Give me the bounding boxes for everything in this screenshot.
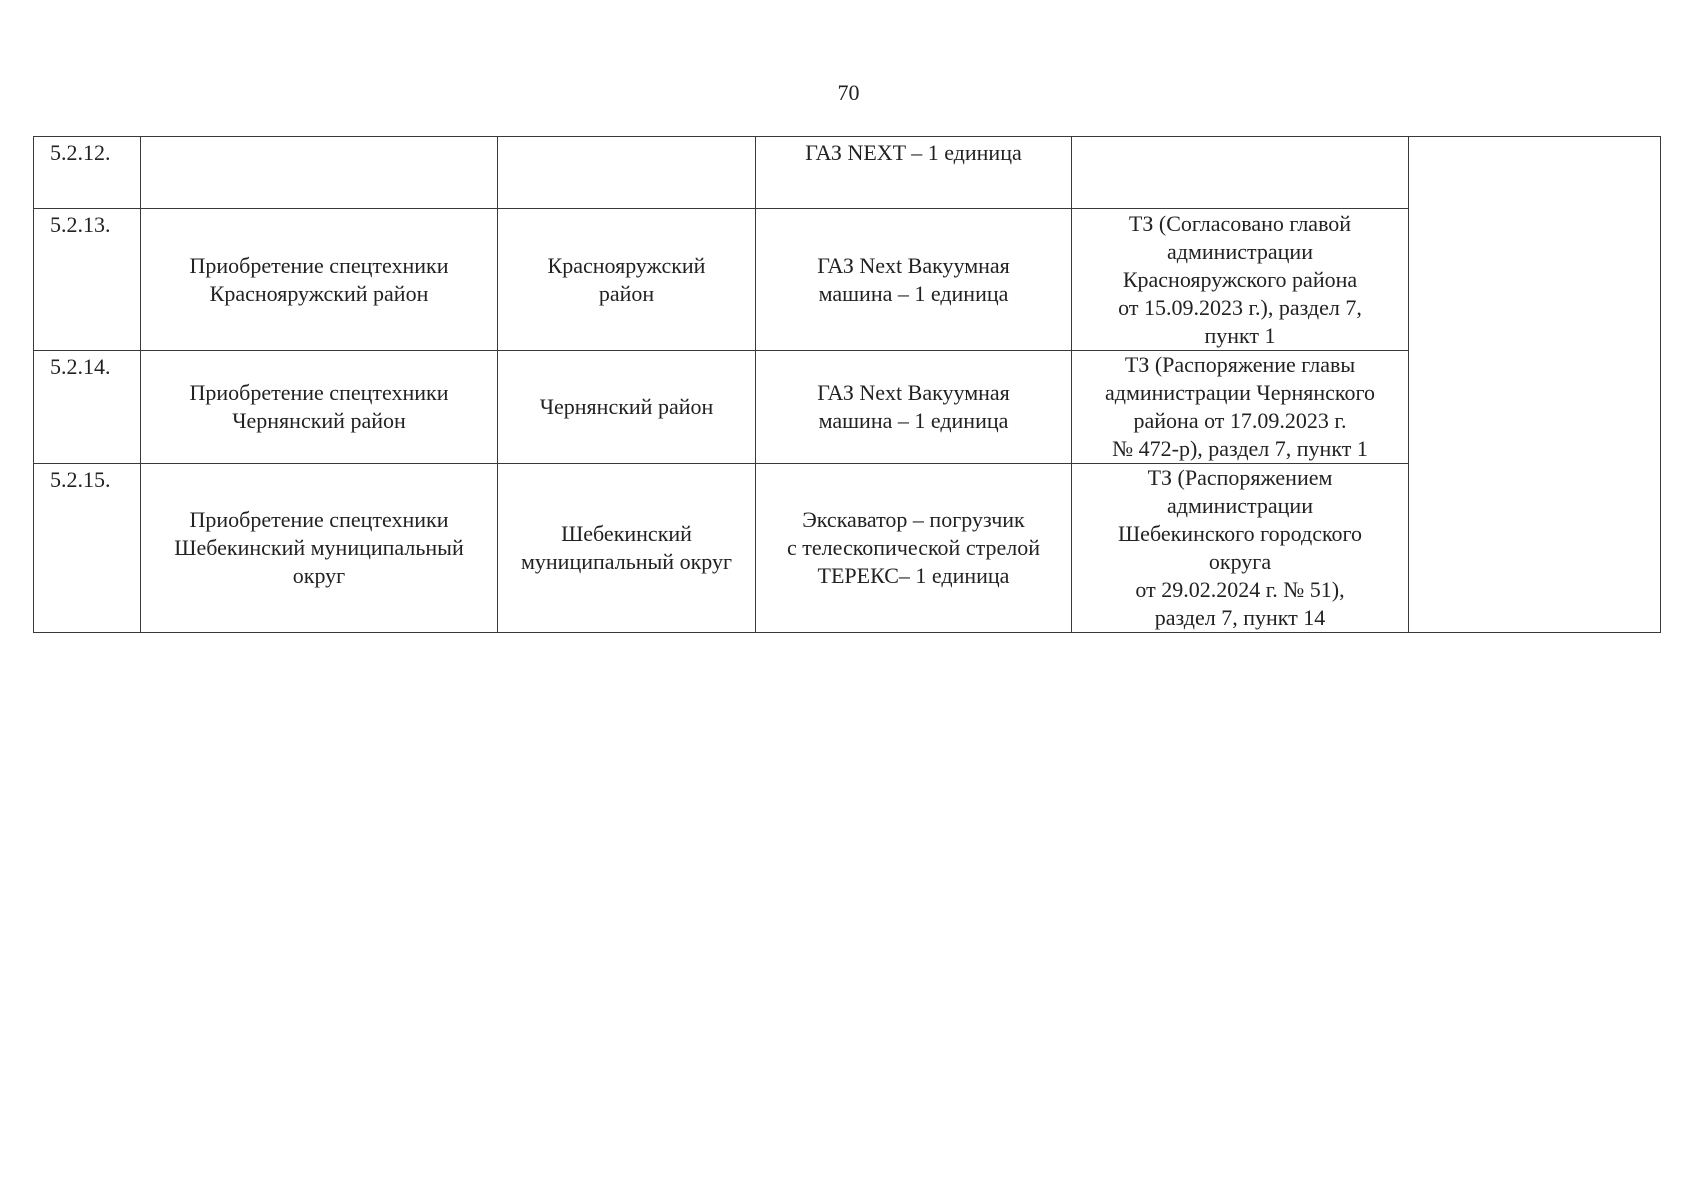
equipment-cell <box>756 351 1072 464</box>
table-row <box>34 137 1661 209</box>
purchase-name: Приобретение спецтехники Краснояружский район <box>189 252 449 306</box>
equipment-cell <box>756 464 1072 633</box>
basis-document: ТЗ (Распоряжением администрации Шебекинского городского округа от 29.02.2024 г. № 51), раздел 7, пункт 14 <box>1117 465 1363 630</box>
purchase-name-cell <box>141 464 498 633</box>
row-number: 5.2.13. <box>34 209 141 351</box>
purchase-name-cell <box>141 351 498 464</box>
area-name: Чернянский район <box>539 394 714 419</box>
row-number: 5.2.15. <box>34 464 141 633</box>
basis-document: ТЗ (Согласовано главой администрации Краснояружского района от 15.09.2023 г.), раздел 7, пункт 1 <box>1118 210 1362 348</box>
row-number: 5.2.12. <box>34 137 141 209</box>
equipment-description: ГАЗ Next Вакуумная машина – 1 единица <box>817 380 1010 433</box>
purchase-name-cell <box>141 137 498 209</box>
page-number: 70 <box>837 80 860 105</box>
area-cell <box>498 464 756 633</box>
equipment-description: ГАЗ Next Вакуумная машина – 1 единица <box>817 252 1010 306</box>
basis-cell <box>1072 137 1409 209</box>
purchase-name: Приобретение спецтехники Чернянский район <box>189 380 449 433</box>
area-cell <box>498 209 756 351</box>
basis-cell <box>1072 209 1409 351</box>
purchase-name-cell <box>141 209 498 351</box>
basis-cell <box>1072 464 1409 633</box>
basis-cell <box>1072 351 1409 464</box>
area-name: Краснояружский район <box>547 252 706 306</box>
area-cell <box>498 137 756 209</box>
merged-empty-cell <box>1409 137 1661 633</box>
equipment-cell <box>756 209 1072 351</box>
row-number: 5.2.14. <box>34 351 141 464</box>
equipment-description: Экскаватор – погрузчик с телескопической стрелой ТЕРЕКС– 1 единица <box>787 507 1040 588</box>
area-name: Шебекинский муниципальный округ <box>520 521 732 574</box>
data-table <box>33 136 1661 633</box>
area-cell <box>498 351 756 464</box>
equipment-cell <box>756 137 1072 209</box>
purchase-name: Приобретение спецтехники Шебекинский муниципальный округ <box>174 507 464 588</box>
equipment-description: ГАЗ NEXT – 1 единица <box>805 140 1022 165</box>
basis-document: ТЗ (Распоряжение главы администрации Чернянского района от 17.09.2023 г. № 472-р), раздел 7, пункт 1 <box>1105 352 1375 461</box>
